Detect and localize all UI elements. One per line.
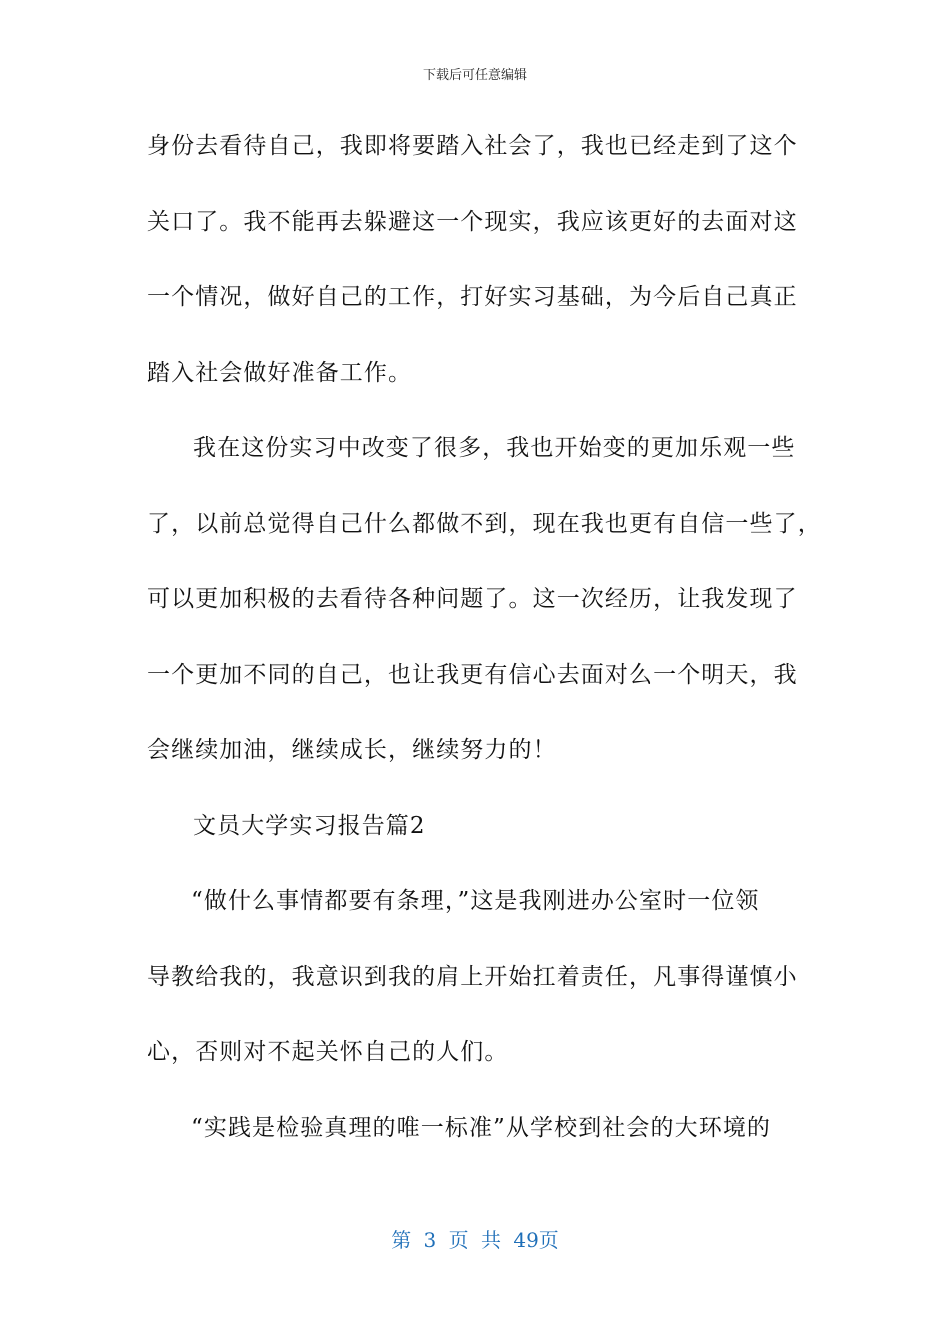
text-line: 会继续加油，继续成长，继续努力的！ — [147, 737, 557, 763]
text-line: 可以更加积极的去看待各种问题了。这一次经历，让我发现了 — [147, 586, 798, 612]
paragraph-start-line: “做什么事情都要有条理，”这是我刚进办公室时一位领 — [191, 888, 760, 914]
page-number-footer: 第 3 页 共 49页 — [391, 1228, 559, 1252]
text-line: 一个更加不同的自己，也让我更有信心去面对么一个明天，我 — [147, 661, 798, 688]
document-body — [147, 120, 822, 1177]
text-line: 了，以前总觉得自己什么都做不到，现在我也更有自信一些了， — [147, 510, 822, 537]
page-header: 下载后可任意编辑 — [422, 68, 527, 83]
section-heading: 文员大学实习报告篇2 — [193, 812, 426, 839]
text-line: 心，否则对不起关怀自己的人们。 — [147, 1039, 509, 1065]
text-line: 导教给我的，我意识到我的肩上开始扛着责任，凡事得谨慎小 — [147, 963, 798, 990]
text-line: 身份去看待自己，我即将要踏入社会了，我也已经走到了这个 — [147, 133, 798, 159]
paragraph-start-line: “实践是检验真理的唯一标准”从学校到社会的大环境的 — [191, 1114, 772, 1141]
text-line: 一个情况，做好自己的工作，打好实习基础，为今后自己真正 — [147, 284, 798, 310]
text-line: 踏入社会做好准备工作。 — [147, 359, 413, 386]
paragraph-start-line: 我在这份实习中改变了很多，我也开始变的更加乐观一些 — [193, 435, 796, 461]
text-line: 关口了。我不能再去躲避这一个现实，我应该更好的去面对这 — [147, 208, 798, 235]
